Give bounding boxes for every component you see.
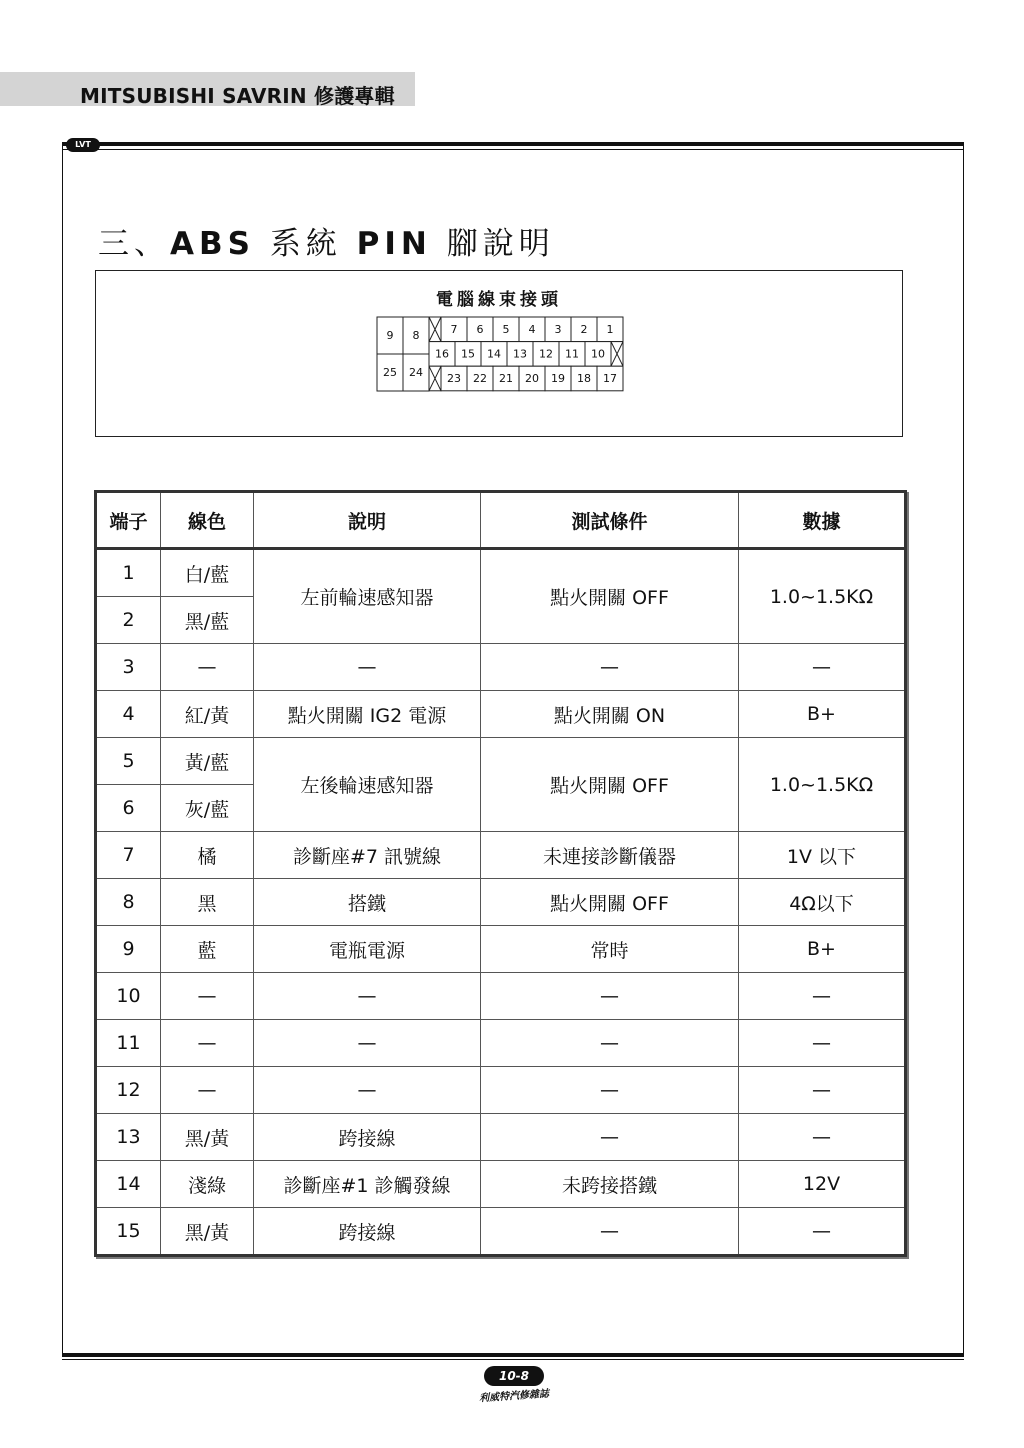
pin-label: 15 [461,347,475,361]
cell-color: — [161,1067,254,1114]
cell-color: 黑/黃 [161,1114,254,1161]
cell-pin: 5 [96,738,161,785]
cell-cond: — [481,973,739,1020]
table-row [96,738,906,785]
cell-color: 橘 [161,832,254,879]
cell-value: — [739,1208,906,1256]
cell-color: 淺綠 [161,1161,254,1208]
cell-desc: 搭鐵 [254,879,481,926]
cell-pin: 8 [96,879,161,926]
cell-cond: 點火開關 ON [481,691,739,738]
cell-cond: — [481,1208,739,1256]
cell-desc: 點火開關 IG2 電源 [254,691,481,738]
pin-label: 7 [450,322,458,336]
table-row [96,549,906,597]
cell-color: 黃/藍 [161,738,254,785]
pin-label: 12 [539,347,553,361]
frame-right-rule [963,146,964,1356]
cell-pin: 15 [96,1208,161,1256]
pin-label: 13 [513,347,527,361]
cell-cond: — [481,1067,739,1114]
section-title [98,218,555,263]
pin-label: 6 [476,322,484,336]
cell-pin: 6 [96,785,161,832]
pin-data-table [94,490,907,1257]
header-value: 數據 [739,492,906,549]
cell-desc: 跨接線 [254,1208,481,1256]
pin-label: 16 [435,347,449,361]
table-row [96,1067,906,1114]
cell-color: 白/藍 [161,549,254,597]
connector-diagram-box [95,270,903,437]
cell-desc: 電瓶電源 [254,926,481,973]
pin-label: 11 [565,347,579,361]
cell-cond: 點火開關 OFF [481,879,739,926]
frame-top-rule [62,142,964,146]
cell-desc: — [254,1020,481,1067]
cell-pin: 1 [96,549,161,597]
pin-label: 5 [502,322,510,336]
table-row [96,1114,906,1161]
publisher-name: 利威特汽修雜誌 [478,1388,550,1405]
cell-pin: 2 [96,597,161,644]
cell-pin: 13 [96,1114,161,1161]
cell-cond: — [481,1020,739,1067]
cell-value: — [739,1114,906,1161]
cell-cond: — [481,644,739,691]
cell-cond: 點火開關 OFF [481,738,739,832]
table-row [96,1161,906,1208]
cell-color: 灰/藍 [161,785,254,832]
pin-label: 22 [473,372,487,385]
cell-color: 紅/黃 [161,691,254,738]
cell-value: 1.0~1.5KΩ [739,738,906,832]
header-test-condition: 測試條件 [481,492,739,549]
table-row [96,973,906,1020]
connector-title: 電腦線束接頭 [436,290,562,310]
cell-cond: 未跨接搭鐵 [481,1161,739,1208]
frame-left-rule [62,146,63,1356]
cell-pin: 10 [96,973,161,1020]
pin-label: 2 [580,322,588,336]
pin-label: 1 [606,322,614,336]
pin-label: 10 [591,347,605,361]
table-header-row [96,492,906,549]
pin-label: 19 [551,372,565,385]
cell-desc: 左後輪速感知器 [254,738,481,832]
cell-value: — [739,973,906,1020]
table-row [96,691,906,738]
cell-pin: 4 [96,691,161,738]
pin-label: 25 [383,366,397,379]
cell-desc: 跨接線 [254,1114,481,1161]
cell-desc: 診斷座#1 診觸發線 [254,1161,481,1208]
document-header-title: MITSUBISHI SAVRIN 修護專輯 [80,84,395,108]
cell-desc: 診斷座#7 訊號線 [254,832,481,879]
pin-label: 17 [603,372,617,385]
cell-pin: 7 [96,832,161,879]
cell-cond: 點火開關 OFF [481,549,739,644]
cell-desc: — [254,1067,481,1114]
frame-top-rule-thin [62,149,964,150]
header-pin: 端子 [96,492,161,549]
cell-color: 黑 [161,879,254,926]
cell-cond: — [481,1114,739,1161]
cell-cond: 未連接診斷儀器 [481,832,739,879]
cell-value: 4Ω以下 [739,879,906,926]
cell-pin: 11 [96,1020,161,1067]
cell-value: B+ [739,926,906,973]
cell-color: 黑/藍 [161,597,254,644]
pin-label: 18 [577,372,591,385]
cell-value: 12V [739,1161,906,1208]
header-description: 說明 [254,492,481,549]
table-row [96,1208,906,1256]
cell-value: B+ [739,691,906,738]
page-number: 10-8 [484,1366,544,1386]
cell-pin: 12 [96,1067,161,1114]
cell-value: — [739,1020,906,1067]
publisher-logo: LVT [66,138,100,152]
cell-pin: 3 [96,644,161,691]
pin-label: 21 [499,372,513,385]
section-title-mid: 系統 [269,226,342,262]
table-row [96,832,906,879]
cell-value: 1.0~1.5KΩ [739,549,906,644]
table-row [96,1020,906,1067]
header-wire-color: 線色 [161,492,254,549]
pin-label: 3 [554,322,562,336]
pin-label: 4 [528,322,536,336]
table-row [96,926,906,973]
cell-desc: 左前輪速感知器 [254,549,481,644]
section-title-suffix: 腳說明 [446,226,555,262]
frame-bottom-rule [62,1353,964,1357]
cell-pin: 14 [96,1161,161,1208]
cell-color: — [161,644,254,691]
cell-desc: — [254,973,481,1020]
cell-color: — [161,1020,254,1067]
cell-color: — [161,973,254,1020]
connector-pin-diagram [376,316,626,396]
cell-value: — [739,1067,906,1114]
cell-value: — [739,644,906,691]
cell-color: 藍 [161,926,254,973]
cell-desc: — [254,644,481,691]
cell-cond: 常時 [481,926,739,973]
pin-label: 20 [525,372,539,385]
section-title-abs: ABS [170,226,255,262]
cell-value: 1V 以下 [739,832,906,879]
table-row [96,644,906,691]
section-title-pin: PIN [356,226,432,262]
pin-label: 9 [386,329,394,342]
pin-label: 23 [447,372,461,385]
table-row [96,879,906,926]
pin-label: 8 [412,329,420,342]
cell-pin: 9 [96,926,161,973]
frame-bottom-rule-thin [62,1359,964,1360]
pin-label: 14 [487,347,501,361]
pin-label: 24 [409,366,423,379]
section-title-prefix: 三、 [98,226,170,262]
cell-color: 黑/黃 [161,1208,254,1256]
